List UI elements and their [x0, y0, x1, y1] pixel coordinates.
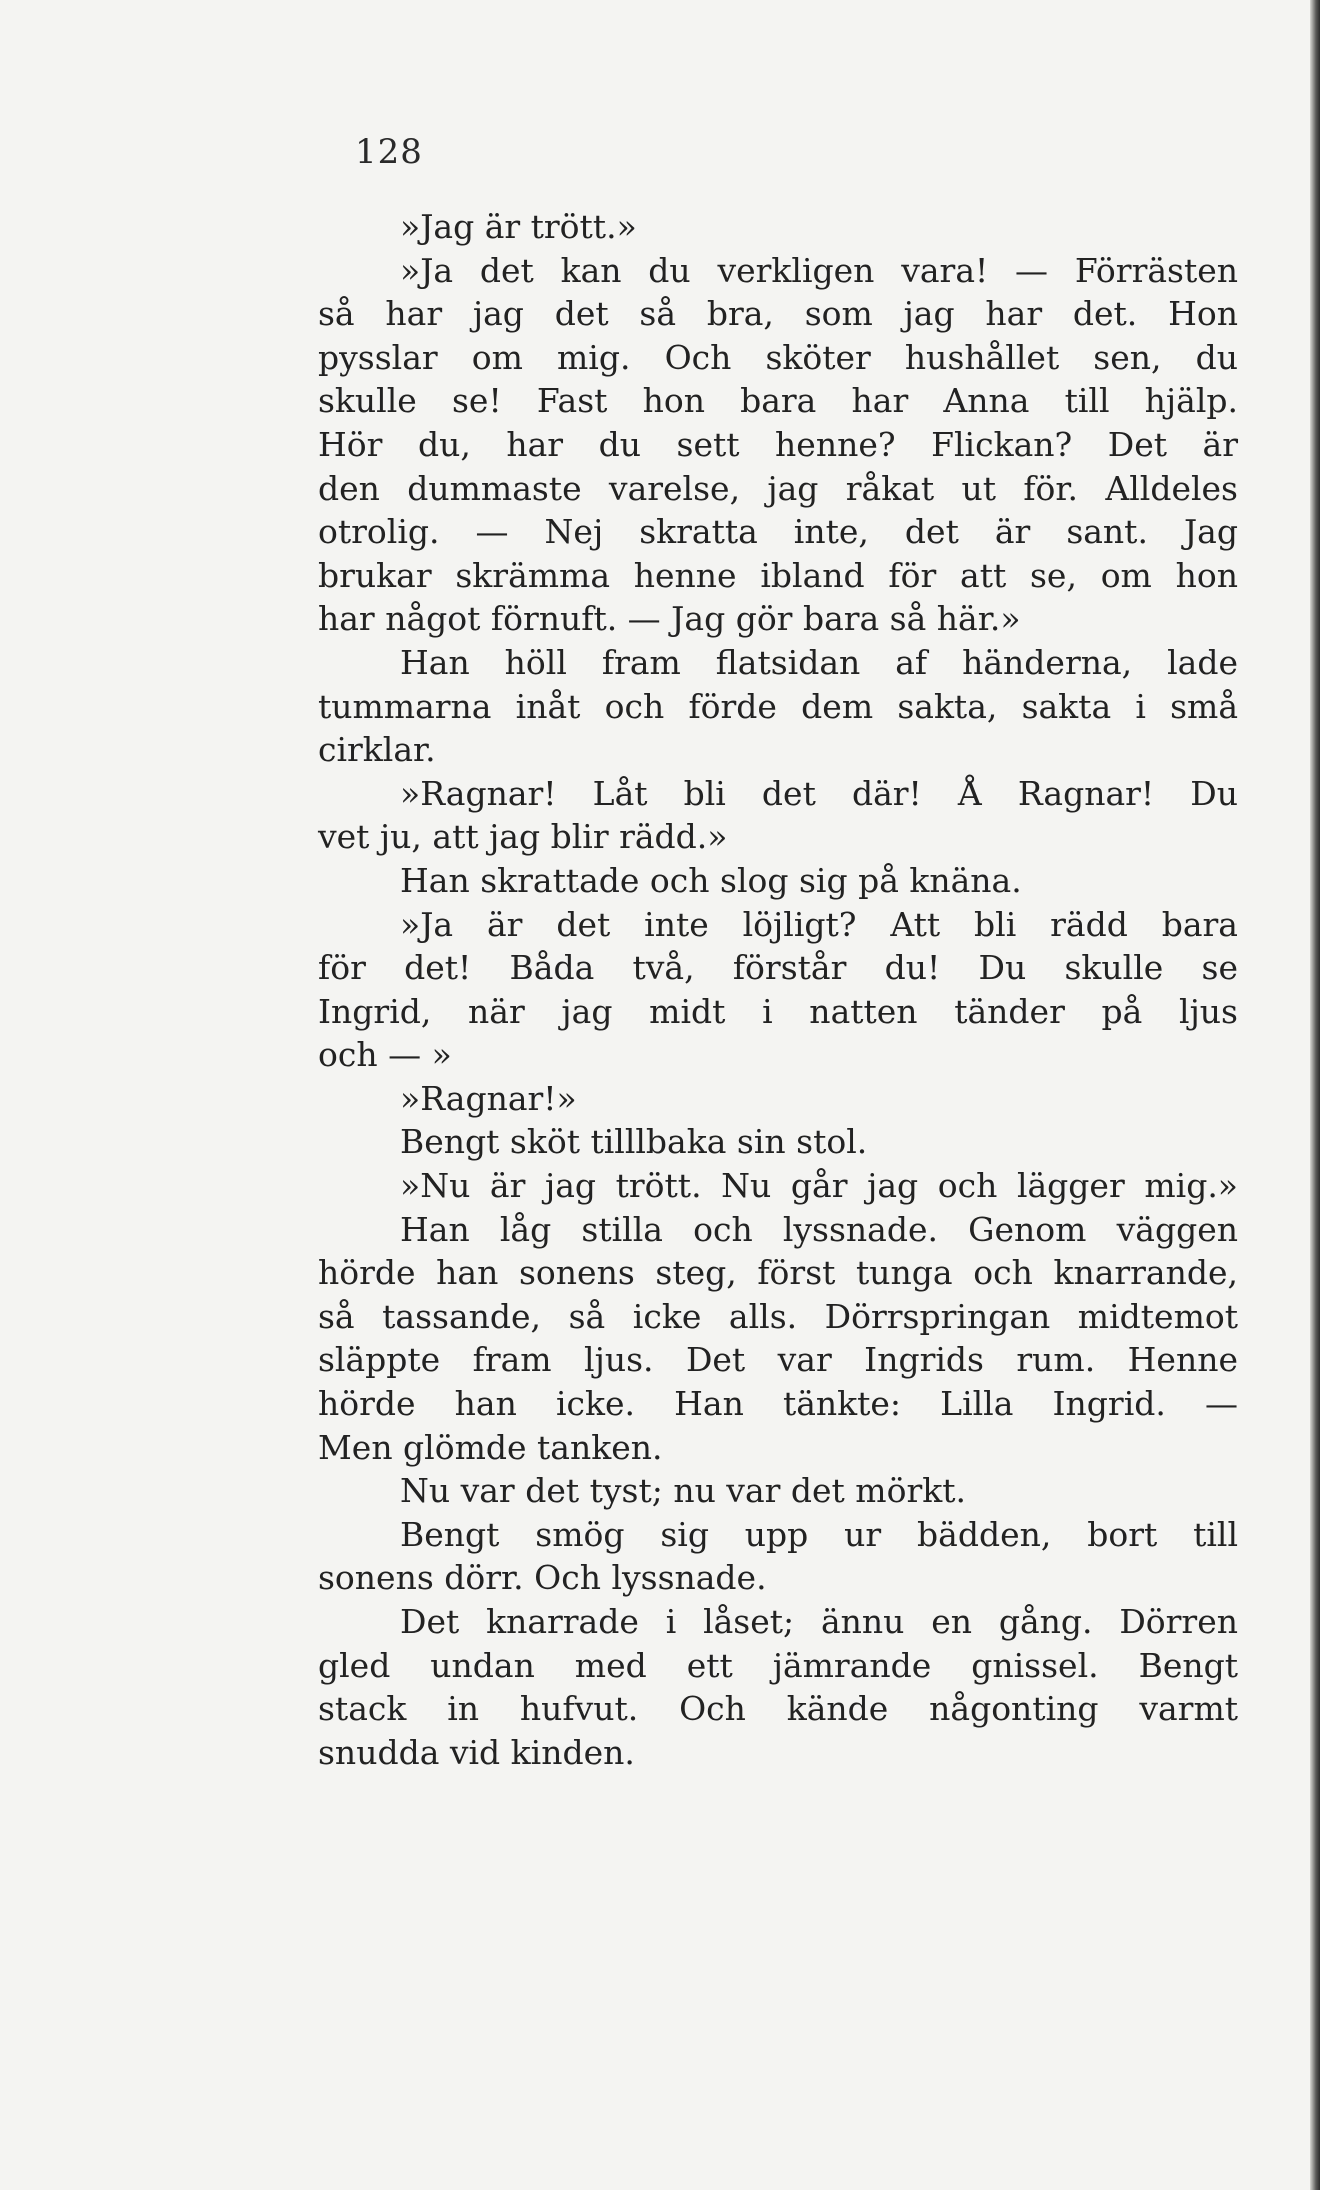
- text-line: Han höll fram flatsidan af händerna, lade: [400, 642, 1238, 682]
- text-line: »Ragnar! Låt bli det där! Å Ragnar! Du: [400, 773, 1238, 813]
- text-line: och — »: [318, 1035, 452, 1075]
- text-line: hörde han icke. Han tänkte: Lilla Ingrid. —: [318, 1384, 1238, 1424]
- text-line: »Jag är trött.»: [400, 207, 637, 246]
- text-line: gled undan med ett jämrande gnissel. Bengt: [318, 1645, 1238, 1685]
- text-line: tummarna inåt och förde dem sakta, sakta i små: [318, 686, 1238, 726]
- text-line: cirklar.: [318, 730, 436, 770]
- page-edge-shadow: [1310, 0, 1320, 2190]
- text-line: den dummaste varelse, jag råkat ut för. Alldeles: [318, 468, 1238, 508]
- text-line: Bengt sköt tilllbaka sin stol.: [400, 1122, 868, 1162]
- text-line: Han skrattade och slog sig på knäna.: [400, 860, 1022, 900]
- text-line: Men glömde tanken.: [318, 1427, 663, 1467]
- body-text: [318, 205, 1238, 1774]
- text-line: brukar skrämma henne ibland för att se, om hon: [318, 555, 1238, 595]
- text-line: hörde han sonens steg, först tunga och knarrande,: [318, 1253, 1238, 1293]
- text-line: »Nu är jag trött. Nu går jag och lägger mig.»: [400, 1166, 1238, 1206]
- text-line: stack in hufvut. Och kände någonting varmt: [318, 1689, 1238, 1729]
- text-line: Bengt smög sig upp ur bädden, bort till: [400, 1514, 1238, 1554]
- text-line: sonens dörr. Och lyssnade.: [318, 1558, 767, 1598]
- text-line: Det knarrade i låset; ännu en gång. Dörren: [400, 1602, 1238, 1641]
- text-line: otrolig. — Nej skratta inte, det är sant. Jag: [318, 512, 1238, 552]
- text-line: pysslar om mig. Och sköter hushållet sen, du: [318, 337, 1238, 377]
- text-line: så tassande, så icke alls. Dörrspringan midtemot: [318, 1296, 1238, 1336]
- text-line: »Ja det kan du verkligen vara! — Förrästen: [400, 250, 1238, 290]
- text-line: vet ju, att jag blir rädd.»: [318, 817, 728, 857]
- text-line: »Ragnar!»: [400, 1078, 577, 1118]
- page-number: 128: [355, 132, 423, 172]
- text-line: Ingrid, när jag midt i natten tänder på ljus: [318, 991, 1238, 1031]
- text-line: skulle se! Fast hon bara har Anna till hjälp.: [318, 381, 1238, 421]
- text-line: snudda vid kinden.: [318, 1732, 635, 1772]
- text-line: släppte fram ljus. Det var Ingrids rum. Henne: [318, 1340, 1238, 1380]
- text-line: har något förnuft. — Jag gör bara så här.»: [318, 599, 1021, 639]
- text-line: Han låg stilla och lyssnade. Genom väggen: [400, 1209, 1238, 1249]
- text-line: Hör du, har du sett henne? Flickan? Det är: [318, 424, 1238, 464]
- text-line: »Ja är det inte löjligt? Att bli rädd bara: [400, 904, 1238, 944]
- text-line: så har jag det så bra, som jag har det. Hon: [318, 294, 1238, 334]
- text-line: Nu var det tyst; nu var det mörkt.: [400, 1471, 966, 1511]
- text-line: för det! Båda två, förstår du! Du skulle se: [318, 948, 1238, 988]
